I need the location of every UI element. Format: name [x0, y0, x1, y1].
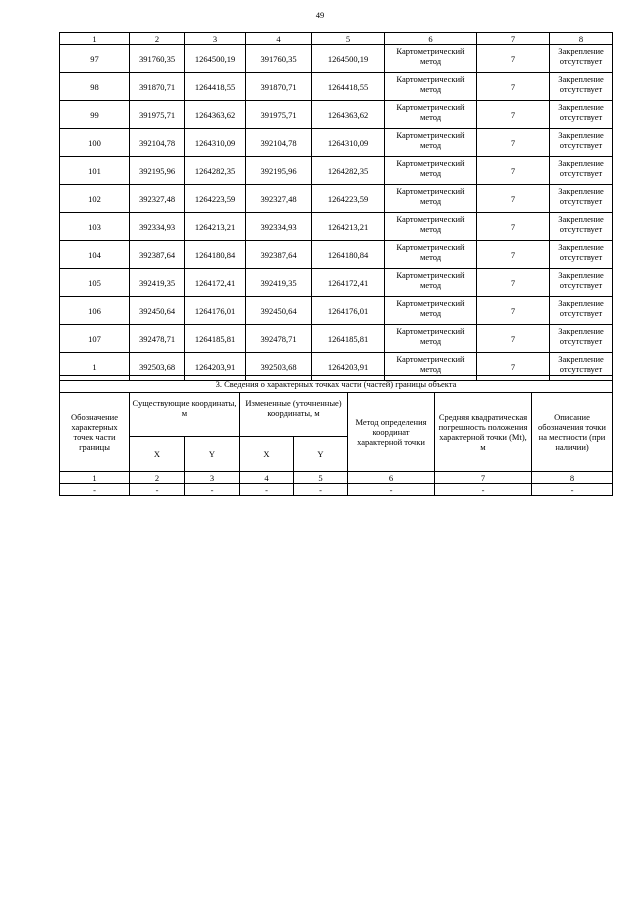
fixing-cell: Закрепление отсутствует [550, 45, 613, 73]
fixing-cell: Закрепление отсутствует [550, 297, 613, 325]
changed-x-cell: 392450,64 [246, 297, 312, 325]
point-number-cell: 98 [60, 73, 130, 101]
accuracy-cell: 7 [477, 353, 550, 381]
point-number-cell: 100 [60, 129, 130, 157]
column-number: 3 [185, 472, 240, 484]
empty-cell: - [294, 484, 348, 496]
column-number: 1 [60, 472, 130, 484]
fixing-cell: Закрепление отсутствует [550, 185, 613, 213]
changed-x-cell: 392327,48 [246, 185, 312, 213]
column-number: 6 [348, 472, 435, 484]
accuracy-header: Средняя квадратическая погрешность положения характерной точки (Mt), м [435, 393, 532, 472]
method-cell: Картометрический метод [385, 213, 477, 241]
empty-data-row [60, 484, 613, 496]
existing-x-cell: 392419,35 [130, 269, 185, 297]
accuracy-cell: 7 [477, 297, 550, 325]
column-number-row [60, 33, 613, 45]
method-cell: Картометрический метод [385, 129, 477, 157]
method-cell: Картометрический метод [385, 269, 477, 297]
table-row [60, 185, 613, 213]
existing-y-cell: 1264310,09 [185, 129, 246, 157]
column-number: 4 [240, 472, 294, 484]
part-boundary-points-table [59, 375, 613, 496]
fixing-cell: Закрепление отсутствует [550, 325, 613, 353]
changed-y-cell: 1264418,55 [312, 73, 385, 101]
changed-y-cell: 1264363,62 [312, 101, 385, 129]
method-cell: Картометрический метод [385, 325, 477, 353]
existing-y-cell: 1264180,84 [185, 241, 246, 269]
coordinates-table-body [60, 33, 613, 381]
changed-x-cell: 392104,78 [246, 129, 312, 157]
existing-y-cell: 1264363,62 [185, 101, 246, 129]
header-row [60, 393, 613, 437]
changed-x-cell: 392478,71 [246, 325, 312, 353]
table-row [60, 325, 613, 353]
changed-y-header: Y [294, 437, 348, 472]
table-row [60, 297, 613, 325]
table-row [60, 213, 613, 241]
table-row [60, 73, 613, 101]
existing-x-header: X [130, 437, 185, 472]
existing-y-cell: 1264500,19 [185, 45, 246, 73]
changed-y-cell: 1264203,91 [312, 353, 385, 381]
existing-x-cell: 391760,35 [130, 45, 185, 73]
column-number: 2 [130, 33, 185, 45]
point-number-cell: 101 [60, 157, 130, 185]
existing-y-cell: 1264185,81 [185, 325, 246, 353]
existing-x-cell: 392327,48 [130, 185, 185, 213]
accuracy-cell: 7 [477, 241, 550, 269]
column-number: 5 [294, 472, 348, 484]
point-number-cell: 102 [60, 185, 130, 213]
section-title-row [60, 376, 613, 393]
fixing-cell: Закрепление отсутствует [550, 269, 613, 297]
changed-x-cell: 392419,35 [246, 269, 312, 297]
column-number: 1 [60, 33, 130, 45]
description-header: Описание обозначения точки на местности (при наличии) [532, 393, 613, 472]
point-number-cell: 97 [60, 45, 130, 73]
changed-y-cell: 1264310,09 [312, 129, 385, 157]
page-number: 49 [315, 10, 325, 20]
column-number: 5 [312, 33, 385, 45]
point-number-cell: 103 [60, 213, 130, 241]
table-row [60, 101, 613, 129]
existing-x-cell: 392450,64 [130, 297, 185, 325]
fixing-cell: Закрепление отсутствует [550, 213, 613, 241]
existing-y-cell: 1264418,55 [185, 73, 246, 101]
changed-x-cell: 391760,35 [246, 45, 312, 73]
fixing-cell: Закрепление отсутствует [550, 129, 613, 157]
empty-cell: - [348, 484, 435, 496]
accuracy-cell: 7 [477, 157, 550, 185]
empty-cell: - [435, 484, 532, 496]
existing-y-cell: 1264282,35 [185, 157, 246, 185]
existing-x-cell: 392478,71 [130, 325, 185, 353]
changed-y-cell: 1264176,01 [312, 297, 385, 325]
column-number: 7 [435, 472, 532, 484]
method-cell: Картометрический метод [385, 73, 477, 101]
fixing-cell: Закрепление отсутствует [550, 73, 613, 101]
method-cell: Картометрический метод [385, 45, 477, 73]
point-number-cell: 106 [60, 297, 130, 325]
column-number: 7 [477, 33, 550, 45]
coordinates-table [59, 32, 613, 381]
changed-y-cell: 1264223,59 [312, 185, 385, 213]
accuracy-cell: 7 [477, 129, 550, 157]
changed-y-cell: 1264500,19 [312, 45, 385, 73]
existing-x-cell: 391870,71 [130, 73, 185, 101]
accuracy-cell: 7 [477, 213, 550, 241]
column-number: 3 [185, 33, 246, 45]
table-row [60, 129, 613, 157]
empty-cell: - [240, 484, 294, 496]
changed-y-cell: 1264213,21 [312, 213, 385, 241]
changed-x-header: X [240, 437, 294, 472]
existing-x-cell: 392387,64 [130, 241, 185, 269]
existing-x-cell: 392334,93 [130, 213, 185, 241]
section-title: 3. Сведения о характерных точках части (частей) границы объекта [60, 376, 613, 393]
existing-y-cell: 1264203,91 [185, 353, 246, 381]
method-cell: Картометрический метод [385, 353, 477, 381]
point-number-cell: 105 [60, 269, 130, 297]
existing-y-cell: 1264223,59 [185, 185, 246, 213]
empty-cell: - [185, 484, 240, 496]
point-number-cell: 1 [60, 353, 130, 381]
column-number: 2 [130, 472, 185, 484]
empty-cell: - [130, 484, 185, 496]
changed-x-cell: 392334,93 [246, 213, 312, 241]
point-number-cell: 104 [60, 241, 130, 269]
fixing-cell: Закрепление отсутствует [550, 353, 613, 381]
column-number: 8 [550, 33, 613, 45]
point-number-cell: 107 [60, 325, 130, 353]
changed-x-cell: 391870,71 [246, 73, 312, 101]
existing-y-cell: 1264213,21 [185, 213, 246, 241]
method-cell: Картометрический метод [385, 157, 477, 185]
method-cell: Картометрический метод [385, 185, 477, 213]
changed-x-cell: 392387,64 [246, 241, 312, 269]
existing-y-cell: 1264172,41 [185, 269, 246, 297]
changed-coordinates-header: Измененные (уточненные) координаты, м [240, 393, 348, 437]
accuracy-cell: 7 [477, 185, 550, 213]
existing-y-cell: 1264176,01 [185, 297, 246, 325]
table-row [60, 157, 613, 185]
empty-cell: - [60, 484, 130, 496]
accuracy-cell: 7 [477, 73, 550, 101]
changed-x-cell: 392503,68 [246, 353, 312, 381]
changed-x-cell: 391975,71 [246, 101, 312, 129]
method-cell: Картометрический метод [385, 101, 477, 129]
column-number-row [60, 472, 613, 484]
accuracy-cell: 7 [477, 269, 550, 297]
changed-y-cell: 1264180,84 [312, 241, 385, 269]
changed-x-cell: 392195,96 [246, 157, 312, 185]
existing-x-cell: 392104,78 [130, 129, 185, 157]
table-row [60, 45, 613, 73]
empty-cell: - [532, 484, 613, 496]
fixing-cell: Закрепление отсутствует [550, 157, 613, 185]
point-designation-header: Обозначение характерных точек части границы [60, 393, 130, 472]
existing-x-cell: 391975,71 [130, 101, 185, 129]
method-header: Метод определения координат характерной точки [348, 393, 435, 472]
column-number: 8 [532, 472, 613, 484]
table-row [60, 269, 613, 297]
method-cell: Картометрический метод [385, 241, 477, 269]
changed-y-cell: 1264172,41 [312, 269, 385, 297]
accuracy-cell: 7 [477, 101, 550, 129]
column-number: 4 [246, 33, 312, 45]
column-number: 6 [385, 33, 477, 45]
changed-y-cell: 1264282,35 [312, 157, 385, 185]
accuracy-cell: 7 [477, 45, 550, 73]
existing-coordinates-header: Существующие координаты, м [130, 393, 240, 437]
existing-y-header: Y [185, 437, 240, 472]
changed-y-cell: 1264185,81 [312, 325, 385, 353]
existing-x-cell: 392503,68 [130, 353, 185, 381]
fixing-cell: Закрепление отсутствует [550, 241, 613, 269]
existing-x-cell: 392195,96 [130, 157, 185, 185]
fixing-cell: Закрепление отсутствует [550, 101, 613, 129]
table-row [60, 241, 613, 269]
point-number-cell: 99 [60, 101, 130, 129]
accuracy-cell: 7 [477, 325, 550, 353]
method-cell: Картометрический метод [385, 297, 477, 325]
